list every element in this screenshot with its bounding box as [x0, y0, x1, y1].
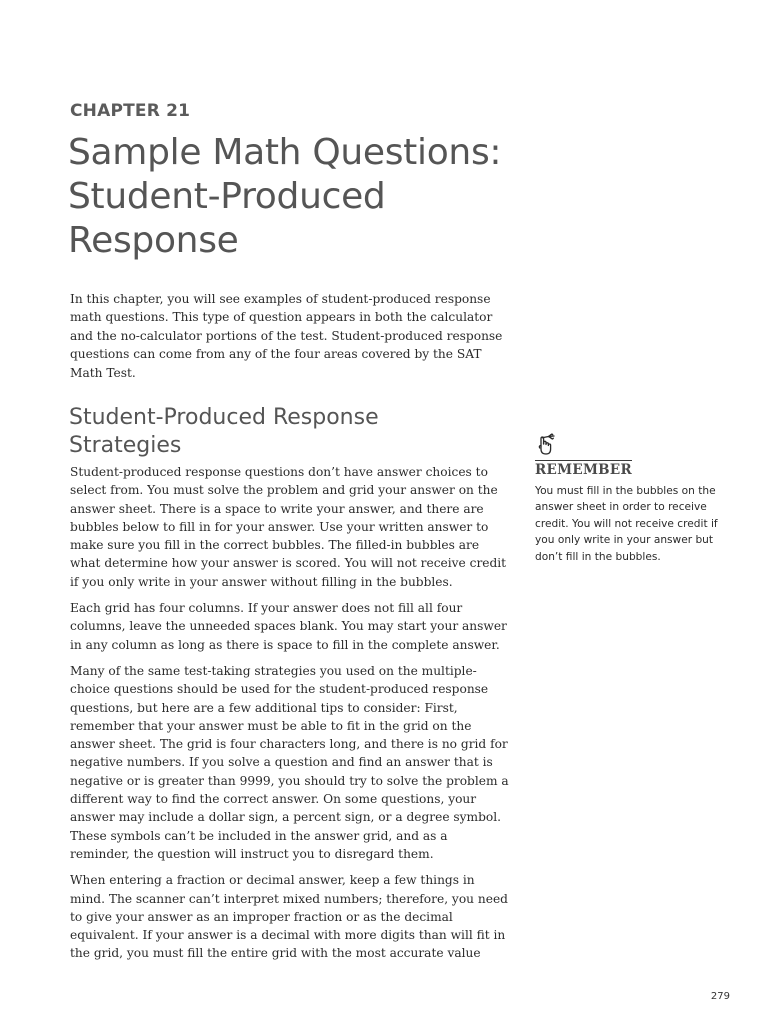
chapter-title: Sample Math Questions: Student-Produced Response — [68, 132, 502, 261]
body-paragraph: Each grid has four columns. If your answer does not fill all four columns, leave the unneeded spaces blank. You may start your answer in any column as long as there is space to fill in the complete answer. — [70, 601, 507, 652]
sidebar-heading: REMEMBER — [535, 462, 633, 478]
remember-sidebar — [535, 432, 735, 565]
finger-string-reminder-icon — [536, 432, 562, 458]
body-paragraph: When entering a fraction or decimal answer, keep a few things in mind. The scanner can’t interpret mixed numbers; therefore, you need to give your answer as an improper fraction or as the decimal equivalent. If your answer is a decimal with more digits than will fit in the grid, you must fill the entire grid with the most accurate value — [70, 873, 508, 961]
intro-paragraph: In this chapter, you will see examples of student-produced response math questions. This type of question appears in both the calculator and the no-calculator portions of the test. Student-produced response questions can come from any of the four areas covered by the SAT Math Test. — [70, 292, 503, 380]
sidebar-divider — [535, 460, 632, 461]
body-text-column — [70, 463, 510, 971]
body-paragraph: Student-produced response questions don’t have answer choices to select from. You must solve the problem and grid your answer on the answer sheet. There is a space to write your answer, and there are bubbles below to fill in for your answer. Use your written answer to make sure you fill in the correct bubbles. The filled-in bubbles are what determine how your answer is scored. You will not receive credit if you only write in your answer without filling in the bubbles. — [70, 465, 507, 589]
body-paragraph: Many of the same test-taking strategies you used on the multiple-choice questions should be used for the student-produced response questions, but here are a few additional tips to consider: First, remember that your answer must be able to fit in the grid on the answer sheet. The grid is four characters long, and there is no grid for negative numbers. If you solve a question and find an answer that is negative or is greater than 9999, you should try to solve the problem a different way to find the correct answer. On some questions, your answer may include a dollar sign, a percent sign, or a degree symbol. These symbols can’t be included in the answer grid, and as a reminder, the question will instruct you to disregard them. — [70, 663, 509, 861]
page-number: 279 — [710, 991, 730, 1002]
chapter-label: CHAPTER 21 — [70, 101, 191, 121]
section-heading: Student-Produced Response Strategies — [69, 405, 379, 458]
sidebar-text: You must fill in the bubbles on the answer sheet in order to receive credit. You will not receive credit if you only write in your answer but don’t fill in the bubbles. — [535, 485, 718, 563]
